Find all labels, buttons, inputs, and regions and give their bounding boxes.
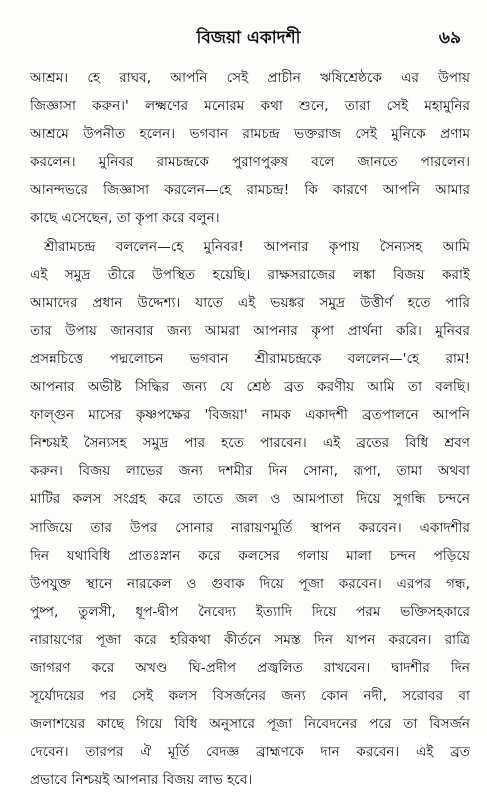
text-line: প্রভাবে নিশ্চয়ই আপনার বিজয় লাভ হবে।: [30, 772, 253, 789]
page-header: [30, 26, 467, 54]
text-line: আমাদের প্রধান উদ্দেশ্য। যাতে এই ভয়ঙ্কর সমুদ্র উত্তীর্ণ হতে পারি: [30, 294, 470, 311]
text-line: নারায়ণের পূজা করে হরিকথা কীর্তনে সমস্ত দিন যাপন করবেন। রাত্রি: [30, 631, 470, 648]
text-line: জিজ্ঞাসা করুন।' লক্ষ্মণের মনোরম কথা শুনে, তারা সেই মহামুনির: [30, 98, 470, 115]
text-line: পুষ্প, তুলসী, ধূপ-দ্বীপ নৈবেদ্য ইত্যাদি দিয়ে পরম ভক্তিসহকারে: [30, 603, 470, 620]
text-line: সাজিয়ে তার উপর সোনার নারায়ণমূর্তি স্থাপন করবেন। একাদশীর: [30, 519, 470, 536]
text-line: শ্রীরামচন্দ্র বললেন—হে মুনিবর! আপনার কৃপায় সৈন্যসহ আমি: [44, 238, 470, 255]
text-line: করলেন। মুনিবর রামচন্দ্রকে পুরাণপুরুষ বলে জানতে পারলেন।: [30, 154, 470, 171]
text-line: এই সমুদ্র তীরে উপস্থিত হয়েছি। রাক্ষসরাজের লঙ্কা বিজয় করাই: [30, 266, 470, 283]
text-line: আপনার অভীষ্ট সিদ্ধির জন্য যে শ্রেষ্ঠ ব্রত করণীয় আমি তা বলছি।: [30, 379, 470, 396]
text-line: ফাল্গুন মাসের কৃষ্ণপক্ষের 'বিজয়া' নামক একাদশী ব্রতপালনে আপনি: [30, 407, 470, 424]
page-number: ৬৯: [438, 28, 461, 48]
text-line: করুন। বিজয় লাভের জন্য দশমীর দিন সোনা, রূপা, তামা অথবা: [30, 463, 470, 480]
text-line: কাছে এসেছেন, তা কৃপা করে বলুন।: [30, 210, 220, 227]
running-title: বিজয়া একাদশী: [196, 28, 301, 48]
text-line: উপযুক্ত স্থানে নারকেল ও গুবাক দিয়ে পূজা করবেন। এরপর গন্ধ,: [30, 575, 470, 592]
text-line: প্রসন্নচিত্তে পদ্মলোচন ভগবান শ্রীরামচন্দ্রকে বললেন—'হে রাম!: [30, 350, 470, 367]
text-line: আশ্রম। হে রাঘব, আপনি সেই প্রাচীন ঋষিশ্রেষ্ঠকে এর উপায়: [30, 70, 470, 86]
text-line: দেবেন। তারপর ঐ মূর্তি বেদজ্ঞ ব্রাহ্মণকে দান করবেন। এই ব্রত: [30, 744, 470, 761]
text-line: নিশ্চয়ই সৈন্যসহ সমুদ্র পার হতে পারবেন। এই ব্রতের বিধি শ্রবণ: [30, 435, 470, 452]
text-line: জাগরণ করে অখণ্ড ঘি-প্রদীপ প্রজ্বলিত রাখবেন। দ্বাদশীর দিন: [30, 659, 470, 676]
text-line: সূর্যোদয়ের পর সেই কলস বিসর্জনের জন্য কোন নদী, সরোবর বা: [30, 688, 470, 705]
text-line: আশ্রমে উপনীত হলেন। ভগবান রামচন্দ্র ভক্তরাজ সেই মুনিকে প্রণাম: [30, 126, 470, 143]
text-line: দিন যথাবিধি প্রাতঃস্নান করে কলসের গলায় মালা চন্দন পড়িয়ে: [30, 547, 470, 564]
text-line: মাটির কলস সংগ্রহ করে তাতে জল ও আমপাতা দিয়ে সুগন্ধি চন্দনে: [30, 491, 470, 508]
text-line: আনন্দভরে জিজ্ঞাসা করলেন—হে রামচন্দ্র! কি কারণে আপনি আমার: [30, 182, 470, 199]
body-text: [30, 64, 470, 794]
text-line: তার উপায় জানবার জন্য আমরা আপনার কৃপা প্রার্থনা করি। মুনিবর: [30, 322, 470, 339]
text-line: জলাশয়ের কাছে গিয়ে বিধি অনুসারে পূজা নিবেদনের পরে তা বিসর্জন: [30, 716, 470, 733]
